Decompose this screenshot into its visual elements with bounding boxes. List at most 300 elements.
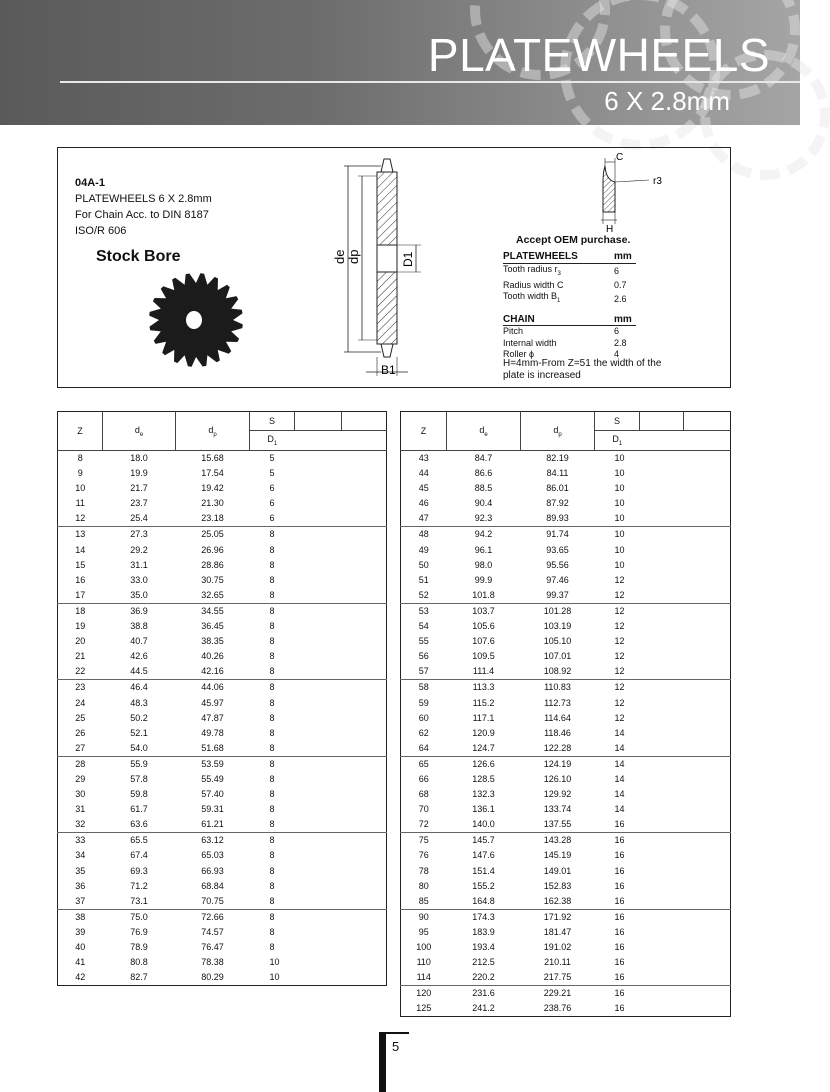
z-cell: 38 [58,909,103,925]
table-row [58,955,387,970]
dimension-table-left [57,411,387,986]
dp-cell: 107.01 [543,651,572,662]
d1-cell: 8 [250,833,295,849]
property-label: Radius width C [503,279,564,290]
de-cell: 124.7 [472,742,495,753]
de-cell: 67.4 [130,850,148,861]
d1-cell: 14 [614,804,625,815]
z-cell: 120 [401,986,447,1002]
d1-cell: 16 [614,972,625,983]
dp-cell: 152.83 [543,880,572,891]
z-cell: 90 [401,909,447,925]
h-label: H [606,224,614,235]
table-row [401,466,731,481]
s-header: S [250,412,295,431]
z-cell: 19 [75,621,86,632]
table-row [58,619,387,634]
d1-cell: 12 [614,636,625,647]
table-row [401,543,731,558]
r3-label: r3 [653,176,662,187]
de-cell: 113.3 [447,680,521,696]
dp-cell: 171.92 [521,909,595,925]
z-cell: 46 [418,498,429,509]
d1-cell: 10 [614,559,625,570]
table-row [401,573,731,588]
d1-header: $D_1$ [595,431,640,451]
table-row [401,649,731,664]
page-title: PLATEWHEELS [427,29,770,81]
z-cell: 43 [418,453,429,463]
z-cell: 54 [418,621,429,632]
dp-cell: 103.19 [543,621,572,632]
z-cell: 49 [418,544,429,555]
z-cell: 31 [75,804,86,815]
d1-cell: 12 [614,697,625,708]
table-row [401,756,731,772]
table-row [401,696,731,711]
dp-cell: 145.19 [543,850,572,861]
z-cell: 45 [418,483,429,494]
z-cell: 48 [401,527,447,543]
dp-cell: 87.92 [546,498,569,509]
table-row [58,603,387,619]
dp-cell: 84.11 [546,468,569,479]
page-subtitle: 6 X 2.8mm [604,86,730,116]
table-row [58,588,387,604]
z-header: Z [401,412,447,451]
de-cell: 38.8 [130,621,148,632]
de-cell: 54.0 [130,742,148,753]
table-row [401,511,731,527]
z-cell: 30 [75,789,86,800]
de-header: $d_e$ [103,412,176,451]
de-cell: 92.3 [474,513,493,524]
z-cell: 41 [75,957,86,968]
z-cell: 47 [418,513,429,524]
dp-cell: 45.97 [201,697,224,708]
d1-cell: 10 [614,468,625,479]
d1-cell: 16 [614,819,625,830]
z-cell: 57 [418,666,429,677]
dp-cell: 17.54 [201,468,224,479]
property-label: Tooth width $B_1$ [503,291,561,305]
de-cell: 183.9 [472,926,495,937]
z-cell: 21 [75,651,86,662]
dp-cell: 143.28 [521,833,595,849]
property-label: Pitch [503,326,524,337]
d1-cell: 12 [614,621,625,632]
de-cell: 31.1 [130,559,148,570]
z-cell: 14 [75,544,86,555]
z-cell: 27 [75,742,86,753]
d1-cell: 8 [269,727,275,738]
d1-cell: 8 [250,527,295,543]
table-row [401,481,731,496]
d1-cell: 8 [269,804,275,815]
table-row [58,970,387,986]
table-row [58,573,387,588]
de-cell: 115.2 [472,697,495,708]
d1-cell: 8 [269,865,275,876]
table-row [401,588,731,604]
dp-cell: 110.83 [521,680,595,696]
width-note: H=4mm-From Z=51 the width of the plate is increased [503,358,662,381]
d1-cell: 6 [269,498,275,509]
dp-cell: 44.06 [176,680,250,696]
dp-cell: 217.75 [543,972,572,983]
dp-cell: 133.74 [543,804,572,815]
d1-cell: 12 [595,603,640,619]
unit-label: mm [614,314,636,326]
tooth-profile-drawing [543,152,662,235]
d1-cell: 16 [595,833,640,849]
unit-label: mm [614,251,636,263]
dp-cell: 59.31 [201,804,224,815]
dp-cell: 74.57 [201,926,224,937]
d1-cell: 10 [614,453,625,463]
de-header: $d_e$ [447,412,521,451]
de-cell: 212.5 [472,957,495,968]
table-row [401,603,731,619]
dp-cell: 68.84 [201,880,224,891]
de-cell: 57.8 [130,773,148,784]
d1-cell: 8 [269,621,275,632]
d1-cell: 10 [269,957,280,968]
de-cell: 19.9 [130,468,148,479]
dp-cell: 19.42 [201,483,224,494]
d1-cell: 16 [614,850,625,861]
d1-cell: 12 [614,712,625,723]
table-row [58,543,387,558]
dp-cell: 80.29 [201,972,224,983]
d1-cell: 14 [595,756,640,772]
de-cell: 35.0 [130,589,148,600]
dp-cell: 181.47 [543,926,572,937]
de-cell: 71.2 [130,880,148,891]
z-cell: 15 [75,559,86,570]
z-cell: 20 [75,636,86,647]
page-header [0,0,800,125]
z-header: Z [58,412,103,451]
de-cell: 52.1 [130,727,148,738]
property-value: 6 [614,265,620,276]
de-cell: 101.8 [472,589,495,600]
property-label: Roller ϕ [503,349,535,360]
z-cell: 10 [75,483,86,494]
chain-heading: CHAIN [503,314,614,326]
property-value: 4 [614,349,620,360]
dp-cell: 118.46 [544,727,571,738]
d1-cell: 8 [269,926,275,937]
table-row [401,619,731,634]
table-row [58,466,387,481]
table-row [58,909,387,925]
de-cell: 220.2 [472,972,495,983]
dp-cell: 25.05 [176,527,250,543]
dp-cell: 93.65 [546,544,569,555]
de-cell: 63.6 [130,819,148,830]
dp-cell: 122.28 [543,742,572,753]
d1-cell: 12 [614,651,625,662]
table-row [401,1001,731,1017]
z-cell: 51 [418,574,429,585]
table-row [401,909,731,925]
dp-header: $d_p$ [521,412,595,451]
table-row [58,481,387,496]
table-row [401,986,731,1002]
d1-label: D1 [401,251,415,267]
de-cell: 174.3 [447,909,521,925]
table-row [401,970,731,986]
d1-cell: 14 [614,727,625,738]
z-cell: 26 [75,727,86,738]
page-number: 5 [392,1039,400,1054]
d1-cell: 14 [614,789,625,800]
dp-cell: 95.56 [546,559,569,570]
dp-cell: 162.38 [543,895,572,906]
de-cell: 18.0 [130,453,148,463]
z-cell: 78 [418,865,429,876]
product-info [75,175,212,239]
dp-cell: 82.19 [546,453,569,463]
dp-cell: 126.10 [543,773,572,784]
z-cell: 32 [75,819,86,830]
d1-cell: 6 [269,513,275,524]
table-row [58,772,387,787]
product-line: For Chain Acc. to DIN 8187 [75,209,209,221]
sprocket-section-drawing [326,154,486,384]
de-cell: 44.5 [130,666,148,677]
dp-cell: 72.66 [176,909,250,925]
property-value: 2.6 [614,293,627,304]
dp-cell: 21.30 [201,498,224,509]
page-number-bar [379,1032,386,1092]
dp-cell: 112.73 [544,697,571,708]
platewheels-heading: PLATEWHEELS [503,251,614,263]
de-cell: 40.7 [130,636,148,647]
z-cell: 65 [401,756,447,772]
de-cell: 25.4 [130,513,148,524]
dp-cell: 26.96 [201,544,224,555]
oem-note: Accept OEM purchase. [516,234,631,246]
table-row [401,879,731,894]
table-row [401,634,731,649]
z-cell: 95 [418,926,429,937]
table-row [58,833,387,849]
dp-cell: 91.74 [521,527,595,543]
z-cell: 34 [75,850,86,861]
d1-cell: 10 [614,513,625,524]
dp-cell: 28.86 [201,559,224,570]
table-row [401,680,731,696]
z-cell: 59 [418,697,429,708]
de-cell: 88.5 [474,483,493,494]
table-row [58,894,387,910]
table-row [58,802,387,817]
table-row [58,634,387,649]
table-row [58,664,387,680]
d1-cell: 8 [250,680,295,696]
table-row [401,894,731,910]
de-cell: 21.7 [130,483,148,494]
z-cell: 60 [418,712,429,723]
de-cell: 99.9 [474,574,493,585]
de-cell: 128.5 [472,773,495,784]
table-row [401,955,731,970]
table-row [401,558,731,573]
d1-cell: 8 [269,666,275,677]
dp-cell: 101.28 [521,603,595,619]
z-cell: 66 [418,773,429,784]
d1-cell: 5 [269,468,275,479]
d1-cell: 8 [269,544,275,555]
d1-cell: 8 [269,559,275,570]
z-cell: 70 [418,804,429,815]
table-row [58,817,387,833]
d1-cell: 5 [269,453,275,463]
d1-cell: 12 [614,666,625,677]
z-cell: 76 [418,850,429,861]
d1-cell: 8 [269,697,275,708]
dp-cell: 51.68 [201,742,224,753]
dp-cell: 229.21 [521,986,595,1002]
z-cell: 22 [75,666,86,677]
d1-header: $D_1$ [250,431,295,451]
sprocket-image [146,258,246,378]
z-cell: 58 [401,680,447,696]
d1-cell: 8 [250,756,295,772]
de-cell: 86.6 [474,468,493,479]
z-cell: 44 [418,468,429,479]
de-cell: 132.3 [472,789,495,800]
property-label: Tooth radius $r_3$ [503,263,561,277]
dp-cell: 23.18 [201,513,224,524]
dp-cell: 76.47 [201,942,224,952]
table-row [58,925,387,940]
c-label: C [616,152,624,163]
d1-cell: 10 [614,498,625,509]
dp-cell: 114.64 [544,712,571,723]
dp-cell: 86.01 [546,483,569,494]
z-cell: 33 [58,833,103,849]
table-row [401,848,731,863]
product-code: 04A-1 [75,177,105,189]
dp-cell: 124.19 [521,756,595,772]
de-cell: 29.2 [130,544,148,555]
dp-cell: 15.68 [201,453,224,463]
dp-cell: 149.01 [543,865,572,876]
d1-cell: 8 [269,850,275,861]
de-cell: 73.1 [130,895,148,906]
de-cell: 46.4 [103,680,176,696]
dp-cell: 210.11 [544,957,571,968]
de-cell: 78.9 [130,942,148,952]
dp-cell: 70.75 [201,895,224,906]
de-cell: 23.7 [130,498,148,509]
z-cell: 68 [418,789,429,800]
property-value: 0.7 [614,279,627,290]
de-cell: 164.8 [472,895,495,906]
dp-cell: 89.93 [546,513,569,524]
de-cell: 117.1 [472,712,495,723]
table-row [401,787,731,802]
dp-cell: 238.76 [543,1003,572,1014]
dp-cell: 57.40 [201,789,224,800]
z-cell: 110 [416,957,431,968]
z-cell: 16 [75,574,86,585]
d1-cell: 16 [595,986,640,1002]
dp-cell: 32.65 [201,589,224,600]
de-cell: 69.3 [130,865,148,876]
stock-bore-label: Stock Bore [96,248,181,265]
z-cell: 36 [75,880,86,891]
z-cell: 12 [75,513,86,524]
table-row [58,696,387,711]
table-row [58,711,387,726]
de-cell: 151.4 [472,865,495,876]
de-cell: 241.2 [472,1003,495,1014]
de-cell: 111.4 [472,666,495,677]
de-cell: 59.8 [130,789,148,800]
d1-cell: 14 [614,773,625,784]
d1-cell: 6 [269,483,275,494]
product-line: PLATEWHEELS 6 X 2.8mm [75,193,212,205]
z-cell: 55 [418,636,429,647]
table-row [58,756,387,772]
z-cell: 42 [75,972,86,983]
de-cell: 90.4 [474,498,493,509]
d1-cell: 12 [614,589,625,600]
table-row [58,940,387,955]
de-cell: 50.2 [130,712,148,723]
dp-cell: 53.59 [176,756,250,772]
z-cell: 125 [416,1003,432,1014]
z-cell: 72 [418,819,429,830]
spec-panel [57,147,731,388]
d1-cell: 8 [269,819,275,830]
property-table [503,251,636,361]
dp-cell: 65.03 [201,850,224,861]
d1-cell: 8 [269,789,275,800]
d1-cell: 14 [614,742,625,753]
de-cell: 231.6 [447,986,521,1002]
d1-cell: 8 [269,895,275,906]
table-row [401,664,731,680]
table-row [401,741,731,757]
dp-cell: 42.16 [201,666,224,677]
dp-header: $d_p$ [176,412,250,451]
z-cell: 17 [75,589,86,600]
de-cell: 82.7 [130,972,148,983]
dp-cell: 66.93 [201,865,224,876]
d1-cell: 8 [269,651,275,662]
table-row [58,558,387,573]
z-cell: 40 [75,942,86,952]
dp-cell: 97.46 [546,574,569,585]
de-cell: 136.1 [472,804,495,815]
d1-cell: 16 [614,926,625,937]
table-row [401,726,731,741]
de-cell: 96.1 [474,544,493,555]
z-cell: 53 [401,603,447,619]
d1-cell: 8 [269,773,275,784]
z-cell: 114 [416,972,431,983]
d1-cell: 8 [269,574,275,585]
de-cell: 76.9 [130,926,148,937]
de-cell: 155.2 [472,880,495,891]
d1-cell: 12 [595,680,640,696]
de-cell: 193.4 [472,942,495,952]
